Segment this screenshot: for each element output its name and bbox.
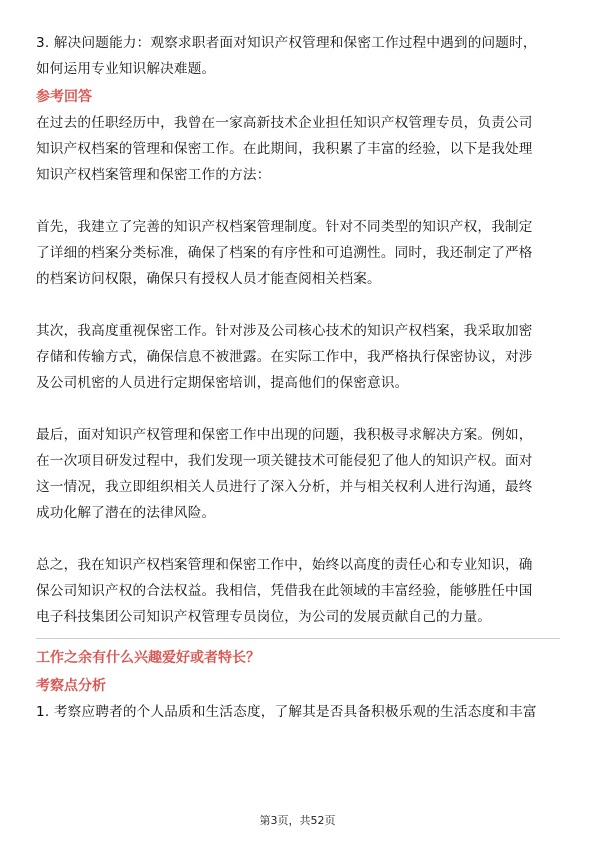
question-3-line-1: 3. 解决问题能力：观察求职者面对知识产权管理和保密工作过程中遇到的问题时， <box>36 35 537 51</box>
document-page <box>36 30 560 725</box>
analysis-heading: 考察点分析 <box>36 678 106 694</box>
next-question-title: 工作之余有什么兴趣爱好或者特长？ <box>36 650 260 666</box>
answer-first-line-2: 了详细的档案分类标准，确保了档案的有序性和可追溯性。同时，我还制定了严格 <box>36 245 533 261</box>
page-number: 第3页，共52页 <box>259 814 336 827</box>
answer-last-line-2: 在一次项目研发过程中，我们发现一项关键技术可能侵犯了他人的知识产权。面对 <box>36 453 533 469</box>
answer-summary-line-1: 总之，我在知识产权档案管理和保密工作中，始终以高度的责任心和专业知识，确 <box>36 557 533 573</box>
question-3-line-2: 如何运用专业知识解决难题。 <box>36 61 216 77</box>
section-divider <box>36 638 560 639</box>
answer-summary-line-3: 电子科技集团公司知识产权管理专员岗位，为公司的发展贡献自己的力量。 <box>36 609 492 625</box>
reference-answer-heading: 参考回答 <box>36 89 92 105</box>
answer-last-line-3: 这一情况，我立即组织相关人员进行了深入分析，并与相关权利人进行沟通，最终 <box>36 479 533 495</box>
answer-last-line-4: 成功化解了潜在的法律风险。 <box>36 505 216 521</box>
answer-intro-line-3: 知识产权档案管理和保密工作的方法： <box>36 167 271 183</box>
answer-second-line-3: 及公司机密的人员进行定期保密培训，提高他们的保密意识。 <box>36 375 409 391</box>
answer-intro-line-1: 在过去的任职经历中，我曾在一家高新技术企业担任知识产权管理专员，负责公司 <box>36 115 533 131</box>
answer-intro-line-2: 知识产权档案的管理和保密工作。在此期间，我积累了丰富的经验，以下是我处理 <box>36 141 533 157</box>
answer-second-line-1: 其次，我高度重视保密工作。针对涉及公司核心技术的知识产权档案，我采取加密 <box>36 323 533 339</box>
answer-second-line-2: 存储和传输方式，确保信息不被泄露。在实际工作中，我严格执行保密协议，对涉 <box>36 349 533 365</box>
answer-first-line-3: 的档案访问权限，确保只有授权人员才能查阅相关档案。 <box>36 271 381 287</box>
answer-last-line-1: 最后，面对知识产权管理和保密工作中出现的问题，我积极寻求解决方案。例如， <box>36 427 533 443</box>
analysis-point-1: 1. 考察应聘者的个人品质和生活态度，了解其是否具备积极乐观的生活态度和丰富 <box>36 704 537 720</box>
answer-summary-line-2: 保公司知识产权的合法权益。我相信，凭借我在此领域的丰富经验，能够胜任中国 <box>36 583 533 599</box>
answer-first-line-1: 首先，我建立了完善的知识产权档案管理制度。针对不同类型的知识产权，我制定 <box>36 219 533 235</box>
